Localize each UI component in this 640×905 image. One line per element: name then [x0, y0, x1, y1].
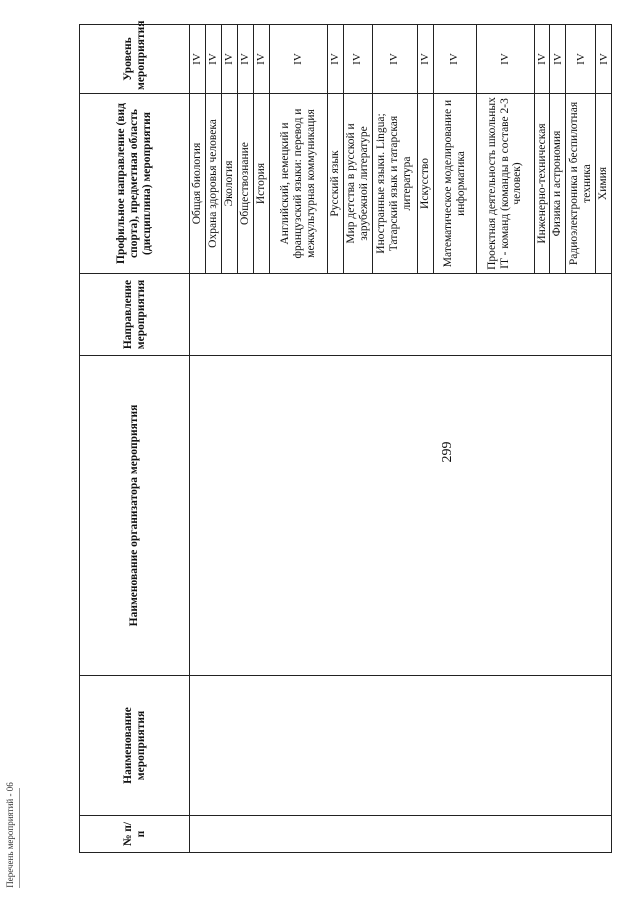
cell-profile: Английский, немецкий и французский языки: перевод и межкультурная коммуникация	[269, 94, 327, 274]
cell-level: IV	[534, 25, 550, 94]
cell-organizer	[190, 356, 612, 676]
cell-profile: Математическое моделирование и информатика	[433, 94, 476, 274]
cell-level: IV	[206, 25, 222, 94]
cell-level: IV	[433, 25, 476, 94]
cell-profile: Мир детства в русской и зарубежной литературе	[343, 94, 372, 274]
cell-profile: Радиоэлектроника и беспилотная техника	[566, 94, 596, 274]
cell-level: IV	[417, 25, 433, 94]
cell-profile: Экология	[222, 94, 238, 274]
header-direction: Направление мероприятия	[80, 274, 190, 356]
table-header-row	[80, 25, 190, 853]
cell-profile: Русский язык	[327, 94, 343, 274]
cell-profile: Проектная деятельность школьных IT - команд (команды в составе 2-3 человек)	[476, 94, 534, 274]
cell-profile: Физика и астрономия	[550, 94, 566, 274]
header-event-name: Наименование мероприятия	[80, 676, 190, 816]
cell-level: IV	[476, 25, 534, 94]
cell-level: IV	[327, 25, 343, 94]
footer-note: Перечень мероприятий - 06	[5, 782, 15, 888]
cell-direction	[190, 274, 612, 356]
header-profile: Профильное направление (вид спорта), предметная область (дисциплина) мероприятия	[80, 94, 190, 274]
cell-level: IV	[343, 25, 372, 94]
cell-level: IV	[269, 25, 327, 94]
events-table-wrapper	[79, 20, 610, 853]
cell-profile: История	[253, 94, 269, 274]
cell-level: IV	[596, 25, 612, 94]
cell-level: IV	[550, 25, 566, 94]
cell-profile: Химия	[596, 94, 612, 274]
header-num: № п/п	[80, 816, 190, 853]
header-level: Уровень мероприятия	[80, 25, 190, 94]
cell-profile: Иностранные языки. Lingua; Татарский язык и татарская литература	[372, 94, 417, 274]
cell-level: IV	[222, 25, 238, 94]
cell-level: IV	[253, 25, 269, 94]
table-row	[190, 25, 206, 853]
cell-level: IV	[566, 25, 596, 94]
page-number: 299	[440, 441, 455, 463]
events-table-rotated	[79, 20, 610, 853]
cell-profile: Инженерно-техническая	[534, 94, 550, 274]
footer-rule	[19, 788, 20, 888]
cell-profile: Обществознание	[237, 94, 253, 274]
events-table	[79, 20, 612, 853]
cell-profile: Охрана здоровья человека	[206, 94, 222, 274]
header-organizer: Наименование организатора мероприятия	[80, 356, 190, 676]
cell-level: IV	[190, 25, 206, 94]
cell-profile: Общая биология	[190, 94, 206, 274]
cell-level: IV	[237, 25, 253, 94]
cell-num	[190, 816, 612, 853]
cell-profile: Искусство	[417, 94, 433, 274]
cell-level: IV	[372, 25, 417, 94]
cell-event-name	[190, 676, 612, 816]
